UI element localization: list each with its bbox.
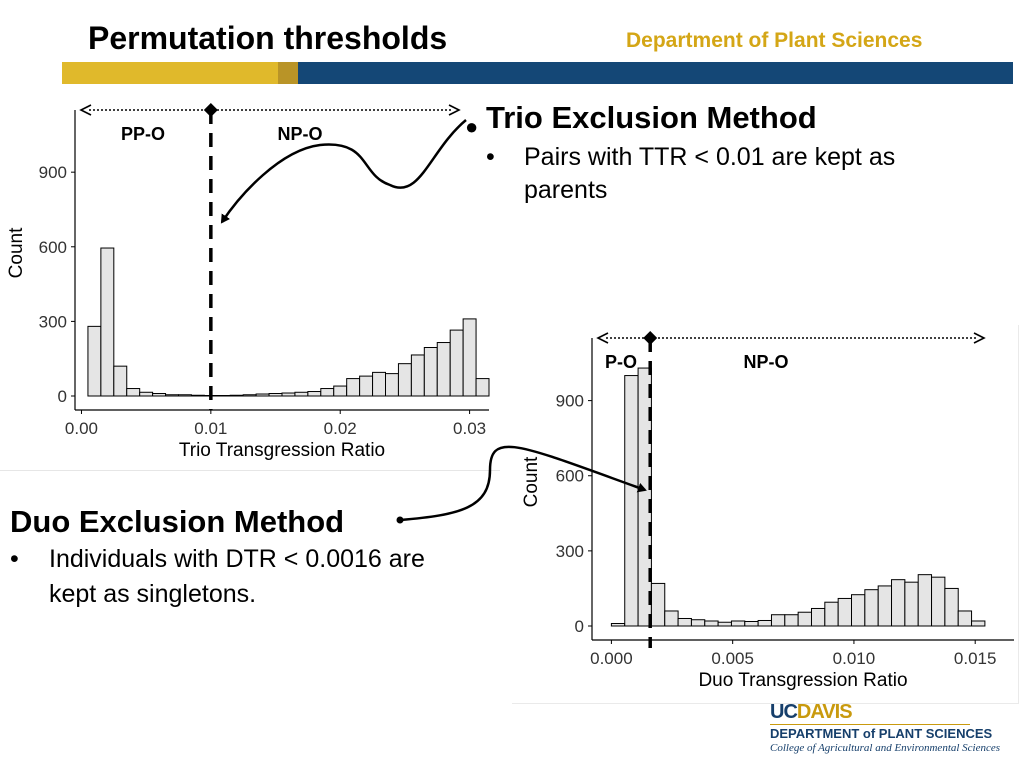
trio-bar (88, 326, 101, 396)
duo-bar (878, 586, 891, 626)
trio-bar (127, 389, 140, 396)
duo-xtick-label: 0.010 (832, 649, 876, 668)
trio-ytick-label: 0 (57, 387, 67, 406)
duo-bar (865, 590, 878, 626)
duo-threshold-diamond (643, 331, 657, 345)
trio-bar (386, 374, 399, 396)
duo-region-label-right: NP-O (743, 352, 789, 372)
trio-bullet: • (486, 143, 495, 171)
duo-bar (905, 582, 918, 626)
trio-histogram (0, 90, 500, 470)
duo-bar (838, 598, 851, 626)
trio-bar (269, 394, 282, 396)
trio-region-label-left: PP-O (120, 124, 166, 144)
duo-bar (718, 622, 731, 626)
duo-y-axis-title: Count (521, 456, 542, 508)
trio-xtick-label: 0.02 (323, 419, 357, 438)
trio-method-header: Trio Exclusion Method (486, 100, 817, 135)
trio-xtick-label: 0.03 (453, 419, 487, 438)
trio-bar (437, 343, 450, 396)
trio-region-label-right: NP-O (277, 124, 323, 144)
trio-header-bullet: ● (465, 114, 479, 139)
duo-bar (731, 621, 744, 626)
duo-bar (972, 621, 985, 626)
duo-bar (811, 608, 824, 626)
logo-college: College of Agricultural and Environmental Sciences (770, 742, 1001, 754)
duo-bar (785, 615, 798, 626)
duo-bar (825, 602, 838, 626)
trio-bar (140, 392, 153, 396)
duo-bar (678, 618, 691, 626)
logo-uc: UC (770, 701, 797, 723)
duo-xtick-label: 0.005 (711, 649, 754, 668)
trio-xtick-label: 0.00 (64, 419, 99, 438)
trio-bar (411, 355, 424, 396)
trio-bar (217, 396, 230, 397)
trio-bar (179, 395, 192, 396)
trio-bar (360, 376, 373, 396)
duo-description-line1: Individuals with DTR < 0.0016 are (49, 545, 425, 573)
trio-bar (101, 248, 114, 396)
trio-x-axis-title: Trio Transgression Ratio (178, 440, 386, 461)
duo-description-line2: kept as singletons. (49, 580, 257, 608)
trio-ytick-label: 600 (38, 237, 67, 257)
duo-bar (945, 588, 958, 626)
trio-ytick-label: 900 (38, 163, 67, 183)
trio-bar (450, 330, 463, 396)
duo-bar (665, 611, 678, 626)
trio-bar (191, 395, 204, 396)
duo-bar (852, 595, 865, 626)
duo-x-axis-title: Duo Transgression Ratio (698, 670, 908, 691)
header-band-blue (298, 62, 1013, 84)
trio-bar (166, 395, 179, 396)
duo-region-label-left: P-O (604, 352, 638, 372)
trio-bar (308, 392, 321, 396)
duo-method-header: Duo Exclusion Method (10, 504, 345, 539)
trio-bar (347, 379, 360, 396)
trio-bar (295, 392, 308, 396)
duo-bar (758, 620, 771, 626)
duo-bar (691, 620, 704, 626)
duo-xtick-label: 0.015 (953, 649, 997, 668)
trio-bar (282, 393, 295, 396)
header-band-gold (62, 62, 280, 84)
duo-bar (611, 623, 624, 626)
trio-bar (153, 394, 166, 396)
trio-bar (114, 366, 127, 396)
duo-bar (958, 611, 971, 626)
trio-bar (424, 348, 437, 396)
duo-ytick-label: 0 (574, 617, 584, 636)
divider-line (0, 470, 500, 471)
trio-bar (321, 389, 334, 396)
duo-xtick-label: 0.000 (590, 649, 633, 668)
trio-bar (243, 395, 256, 396)
duo-bar (892, 580, 905, 626)
duo-ytick-label: 900 (555, 391, 584, 411)
trio-y-axis-title: Count (6, 227, 27, 279)
trio-threshold-diamond (204, 103, 218, 117)
duo-ytick-label: 300 (555, 541, 584, 561)
department-name: Department of Plant Sciences (626, 29, 923, 52)
duo-bar (638, 368, 651, 626)
logo-department: DEPARTMENT of PLANT SCIENCES (770, 726, 993, 741)
trio-bar (230, 395, 243, 396)
trio-bar (476, 379, 489, 396)
trio-bar (256, 394, 269, 396)
trio-description-line1: Pairs with TTR < 0.01 are kept as (524, 143, 896, 171)
slide-title: Permutation thresholds (88, 20, 448, 56)
duo-bar (932, 577, 945, 626)
trio-bar (373, 372, 386, 396)
duo-ytick-label: 600 (555, 466, 584, 486)
duo-bar (705, 621, 718, 626)
duo-bar (771, 615, 784, 626)
duo-bar (918, 575, 931, 626)
logo-wordmark (770, 701, 970, 723)
trio-xtick-label: 0.01 (194, 419, 228, 438)
trio-bar (463, 319, 476, 396)
trio-bar (334, 386, 347, 396)
trio-ytick-label: 300 (38, 312, 67, 332)
logo-davis: DAVIS (796, 701, 852, 723)
duo-bar (625, 376, 638, 626)
ucdavis-logo (770, 701, 1001, 755)
trio-description-line2: parents (524, 176, 608, 204)
trio-bar (398, 364, 411, 396)
duo-bar (651, 583, 664, 626)
duo-bar (798, 612, 811, 626)
duo-connector-dot (397, 517, 404, 524)
logo-rule (770, 724, 970, 725)
duo-bullet: • (10, 545, 19, 573)
duo-bar (745, 621, 758, 626)
header-band-dark-gold (278, 62, 298, 84)
duo-histogram (512, 325, 1018, 703)
